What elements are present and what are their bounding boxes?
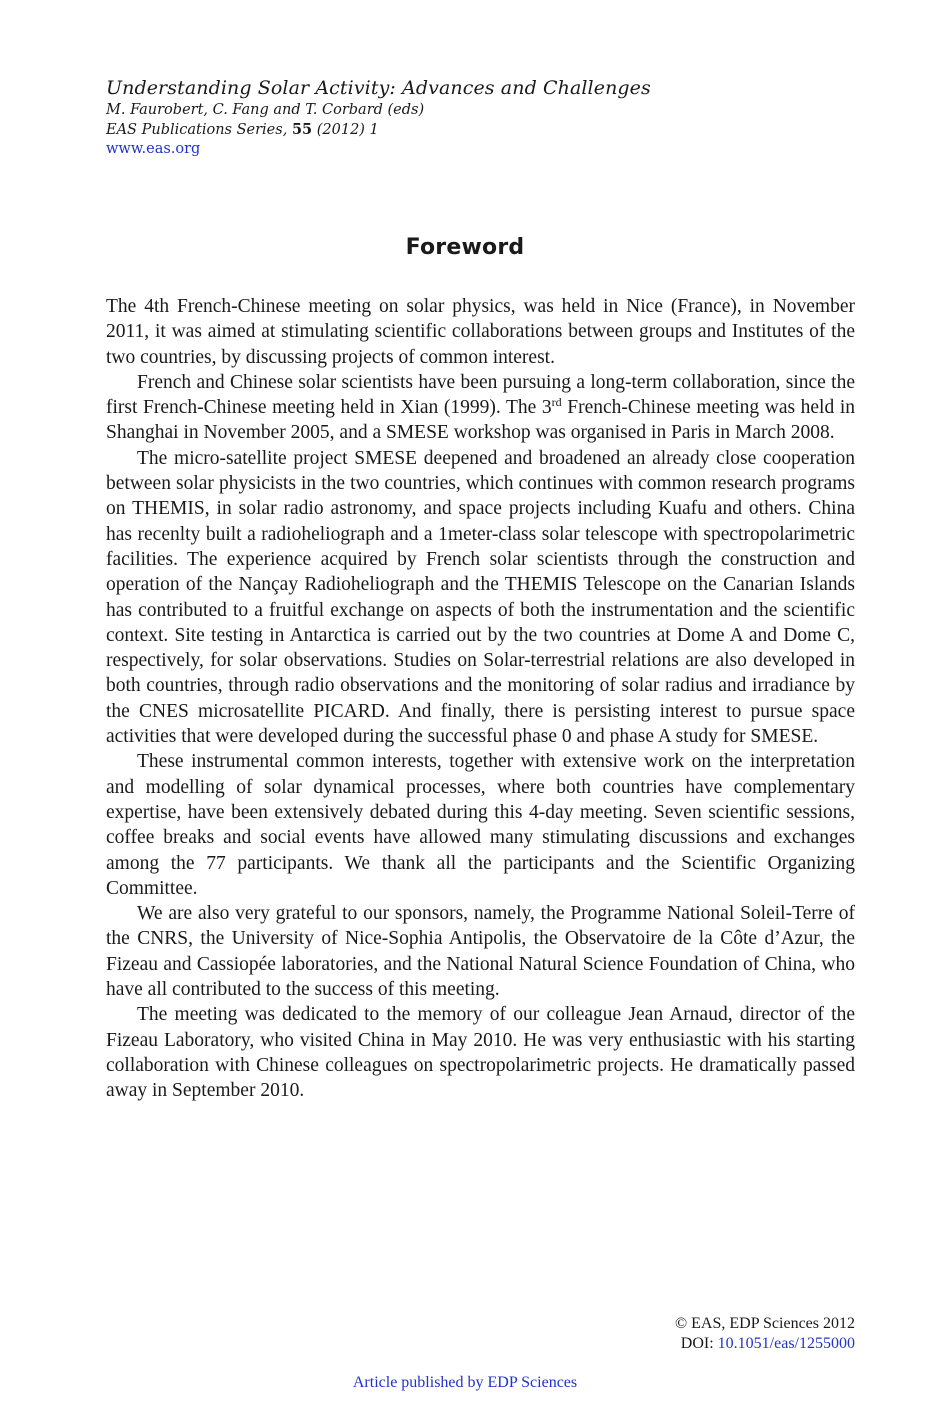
copyright-block: [675, 1314, 855, 1354]
publisher-link[interactable]: www.eas.org: [106, 141, 201, 157]
volume-number: 55: [291, 121, 313, 138]
paragraph-6: The meeting was dedicated to the memory of our colleague Jean Arnaud, director of the Fizeau Laboratory, who visited China in May 2010. He was very enthusiastic with his starting collaboration with Chinese colleagues on spectropolarimetric projects. He dramatically passed away in September 2010.: [106, 1004, 855, 1102]
page-title: Foreword: [405, 235, 525, 260]
paragraph-4: These instrumental common interests, together with extensive work on the interpretation and modelling of solar dynamical processes, where both countries have complementary expertise, have been extensively debated during this 4-day meeting. Seven scientific sessions, coffee breaks and social events have allowed many stimulating discussions and exchanges among the 77 participants. We thank all the participants and the Scientific Organizing Committee.: [106, 751, 855, 899]
paragraph-2-text-a: French and Chinese solar scientists have been pursuing a long-term collaboration, since the first French-Chinese meeting held in Xian (1999). The 3: [106, 371, 855, 419]
paragraph-3: The micro-satellite project SMESE deepened and broadened an already close cooperation between solar physicists in the two countries, which continues with common research programs on THEMIS, in solar radio astronomy, and space projects including Kuafu and others. China has recenlty built a radioheliograph and a 1meter-class solar telescope with spectropolarimetric facilities. The experience acquired by French solar scientists through the construction and operation of the Nançay Radioheliograph and the THEMIS Telescope on the Canarian Islands has contributed to a fruitful exchange on aspects of both the instrumentation and the scientific context. Site testing in Antarctica is carried out by the two countries at Dome A and Dome C, respectively, for solar observations. Studies on Solar-terrestrial relations are also developed in both countries, through radio observations and the monitoring of solar radius and irradiance by the CNES microsatellite PICARD. And finally, there is persisting interest to pursue space activities that were developed during the successful phase 0 and phase A study for SMESE.: [106, 447, 855, 748]
paragraph-2: [106, 370, 855, 446]
journal-header: [106, 76, 706, 158]
doi-label: DOI:: [680, 1335, 714, 1352]
publisher-footer-link[interactable]: Article published by EDP Sciences: [352, 1374, 578, 1391]
article-body: [106, 294, 855, 1104]
superscript-ordinal: rd: [551, 395, 562, 410]
copyright-line: © EAS, EDP Sciences 2012: [675, 1315, 855, 1332]
paragraph-5: We are also very grateful to our sponsors, namely, the Programme National Soleil-Terre of the CNRS, the University of Nice-Sophia Antipolis, the Observatoire de la Côte d’Azur, the Fizeau and Cassiopée laboratories, and the National Natural Science Foundation of China, who have all contributed to the success of this meeting.: [106, 903, 855, 1001]
series-title: Understanding Solar Activity: Advances and Challenges: [106, 77, 651, 99]
publication-prefix: EAS Publications Series,: [106, 122, 288, 138]
editors: M. Faurobert, C. Fang and T. Corbard (eds): [106, 102, 425, 118]
paragraph-2-text-b: French-Chinese meeting was held in Shanghai in November 2005, and a SMESE workshop was organised in Paris in March 2008.: [106, 397, 855, 444]
doi-link[interactable]: 10.1051/eas/1255000: [717, 1335, 855, 1352]
doi-line: [675, 1334, 855, 1354]
publication-suffix: (2012) 1: [316, 122, 379, 138]
paragraph-1: The 4th French-Chinese meeting on solar physics, was held in Nice (France), in November 2011, it was aimed at stimulating scientific collaborations between groups and Institutes of the two countries, by discussing projects of common interest.: [106, 296, 855, 368]
publication-info: [106, 120, 706, 140]
